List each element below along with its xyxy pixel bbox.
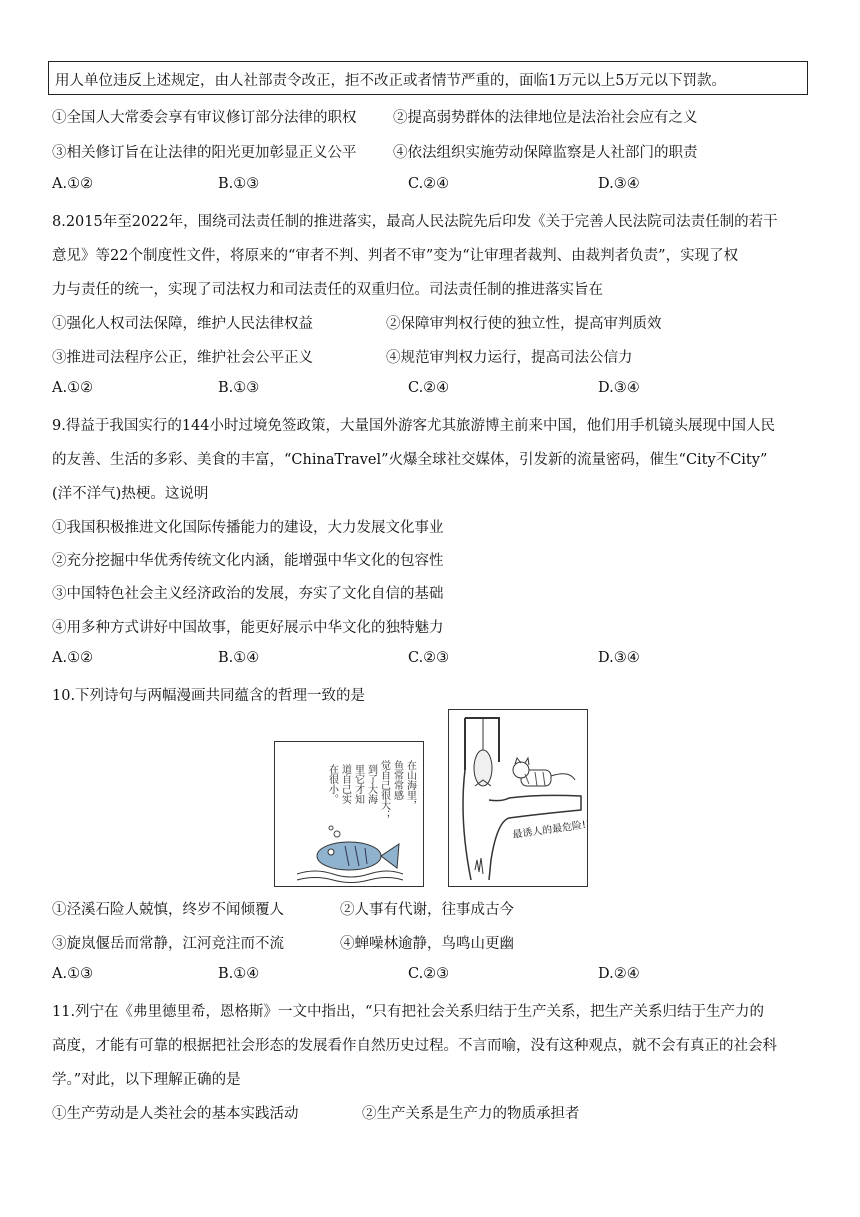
boxed-note: 用人单位违反上述规定，由人社部责令改正，拒不改正或者情节严重的，面临1万元以上5万元以下罚款。 bbox=[48, 61, 808, 95]
q8-stem-line-2: 意见》等22个制度性文件，将原来的“审者不判、判者不审”变为“让审理者裁判、由裁判者负责”，实现了权 bbox=[52, 248, 739, 264]
q9-statement-3: ③中国特色社会主义经济政治的发展，夯实了文化自信的基础 bbox=[52, 586, 444, 602]
q11-stem-line-3: 学。”对此，以下理解正确的是 bbox=[52, 1072, 241, 1088]
q10-choice-b[interactable]: B.①④ bbox=[218, 966, 260, 982]
q7-statement-2: ②提高弱势群体的法律地位是法治社会应有之义 bbox=[393, 110, 698, 126]
fish-text-6: 道自己实 bbox=[339, 764, 351, 804]
q7-statement-1: ①全国人大常委会享有审议修订部分法律的职权 bbox=[52, 110, 357, 126]
q9-statement-1: ①我国积极推进文化国际传播能力的建设，大力发展文化事业 bbox=[52, 520, 444, 536]
q9-choice-d[interactable]: D.③④ bbox=[598, 650, 640, 666]
q8-statement-4: ④规范审判权力运行，提高司法公信力 bbox=[386, 350, 633, 366]
q7-choice-d[interactable]: D.③④ bbox=[598, 176, 640, 192]
fish-text-4: 到了大海 bbox=[365, 764, 377, 804]
q9-statement-4: ④用多种方式讲好中国故事，能更好展示中华文化的独特魅力 bbox=[52, 620, 444, 636]
fish-text-5: 里它才知 bbox=[352, 764, 364, 804]
q8-statement-1: ①强化人权司法保障，维护人民法律权益 bbox=[52, 316, 313, 332]
q8-statement-3: ③推进司法程序公正，维护社会公平正义 bbox=[52, 350, 313, 366]
q10-choice-c[interactable]: C.②③ bbox=[408, 966, 450, 982]
q10-statement-2: ②人事有代谢，往事成古今 bbox=[340, 902, 514, 918]
q8-choice-a[interactable]: A.①② bbox=[52, 380, 94, 396]
q9-choice-b[interactable]: B.①④ bbox=[218, 650, 260, 666]
q8-stem-line-3: 力与责任的统一，实现了司法权力和司法责任的双重归位。司法责任制的推进落实旨在 bbox=[52, 282, 603, 298]
q9-stem-line-3: (洋不洋气)热梗。这说明 bbox=[52, 486, 209, 502]
q11-stem-line-1: 11.列宁在《弗里德里希，恩格斯》一文中指出，“只有把社会关系归结于生产关系，把生产关系归结于生产力的 bbox=[52, 1004, 764, 1020]
q7-choice-c[interactable]: C.②④ bbox=[408, 176, 450, 192]
q7-statement-3: ③相关修订旨在让法律的阳光更加彰显正义公平 bbox=[52, 145, 357, 161]
q9-stem-line-2: 的友善、生活的多彩、美食的丰富，“ChinaTravel”火爆全球社交媒体，引发新的流量密码，催生“City不City” bbox=[52, 452, 768, 468]
q10-statement-4: ④蝉噪林逾静，鸟鸣山更幽 bbox=[340, 936, 514, 952]
fish-text-1: 在山海里， bbox=[404, 760, 416, 810]
q10-statement-1: ①泾溪石险人兢慎，终岁不闻倾覆人 bbox=[52, 902, 284, 918]
q7-choice-a[interactable]: A.①② bbox=[52, 176, 94, 192]
fish-text-2: 鱼常常感 bbox=[391, 760, 403, 800]
q9-stem-line-1: 9.得益于我国实行的144小时过境免签政策，大量国外游客尤其旅游博主前来中国，他们用手机镜头展现中国人民 bbox=[52, 418, 776, 434]
q9-choice-a[interactable]: A.①② bbox=[52, 650, 94, 666]
q10-choice-d[interactable]: D.②④ bbox=[598, 966, 640, 982]
q11-statement-2: ②生产关系是生产力的物质承担者 bbox=[362, 1106, 580, 1122]
fish-text-7: 在很小。 bbox=[326, 764, 338, 804]
q11-stem-line-2: 高度，才能有可靠的根据把社会形态的发展看作自然历史过程。不言而喻，没有这种观点，就不会有真正的社会科 bbox=[52, 1038, 777, 1054]
q7-statement-4: ④依法组织实施劳动保障监察是人社部门的职责 bbox=[393, 145, 698, 161]
cartoon-cat-fish bbox=[448, 709, 588, 887]
q10-stem: 10.下列诗句与两幅漫画共同蕴含的哲理一致的是 bbox=[52, 688, 366, 704]
cat-caption: 最诱人的最危险!!! bbox=[511, 818, 587, 841]
fish-drawing bbox=[275, 742, 423, 886]
q9-statement-2: ②充分挖掘中华优秀传统文化内涵，能增强中华文化的包容性 bbox=[52, 553, 444, 569]
cat-drawing bbox=[449, 710, 587, 886]
q8-statement-2: ②保障审判权行使的独立性，提高审判质效 bbox=[386, 316, 662, 332]
q11-statement-1: ①生产劳动是人类社会的基本实践活动 bbox=[52, 1106, 299, 1122]
q7-choice-b[interactable]: B.①③ bbox=[218, 176, 260, 192]
q10-statement-3: ③旋岚偃岳而常静，江河竞注而不流 bbox=[52, 936, 284, 952]
q8-choice-d[interactable]: D.③④ bbox=[598, 380, 640, 396]
fish-text-3: 觉自己很大； bbox=[378, 760, 390, 820]
q10-choice-a[interactable]: A.①③ bbox=[52, 966, 94, 982]
q9-choice-c[interactable]: C.②③ bbox=[408, 650, 450, 666]
cartoon-fish bbox=[274, 741, 424, 887]
q8-choice-c[interactable]: C.②④ bbox=[408, 380, 450, 396]
q8-stem-line-1: 8.2015年至2022年，围绕司法责任制的推进落实，最高人民法院先后印发《关于完善人民法院司法责任制的若干 bbox=[52, 214, 778, 230]
q8-choice-b[interactable]: B.①③ bbox=[218, 380, 260, 396]
